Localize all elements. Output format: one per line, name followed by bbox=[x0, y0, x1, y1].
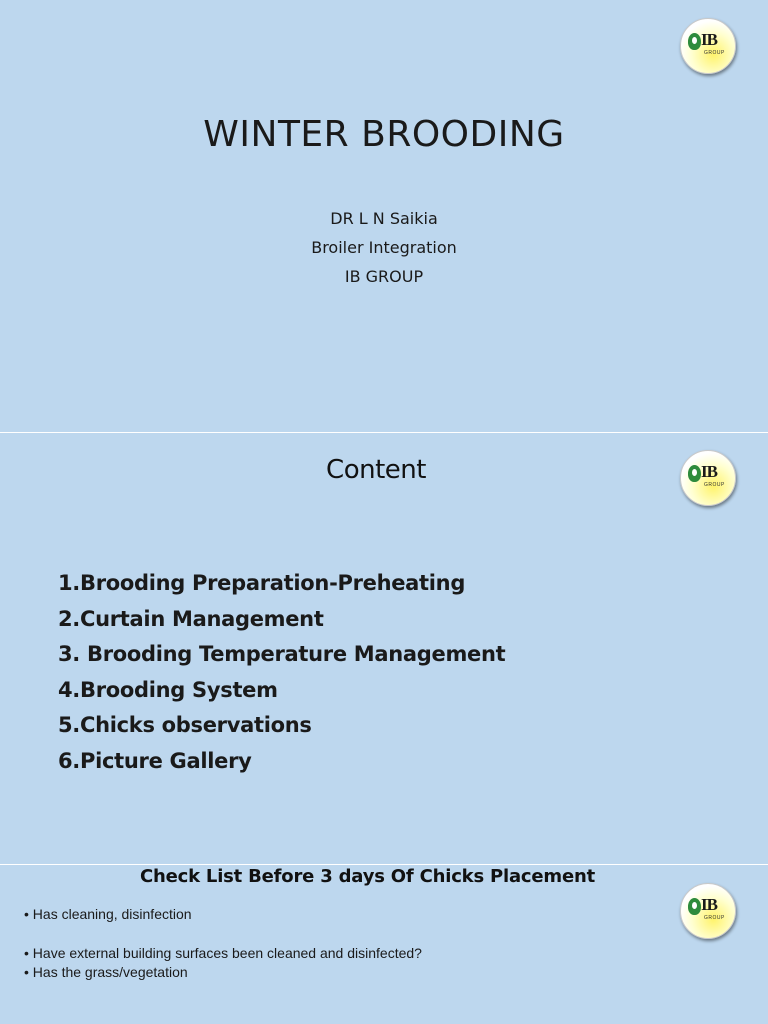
logo-letters: IB bbox=[701, 895, 717, 914]
checklist-title: Check List Before 3 days Of Chicks Placement bbox=[139, 866, 595, 887]
content-item: 2.Curtain Management bbox=[58, 606, 324, 631]
organization-line: IB GROUP bbox=[344, 267, 424, 286]
content-title: Content bbox=[326, 455, 426, 485]
logo-caption: GROUP bbox=[704, 50, 725, 56]
logo-caption: GROUP bbox=[704, 915, 725, 921]
ib-group-logo-icon bbox=[680, 883, 736, 939]
content-item: 4.Brooding System bbox=[58, 677, 278, 702]
checklist-slide bbox=[0, 865, 768, 1024]
title-slide bbox=[0, 0, 768, 432]
logo-caption: GROUP bbox=[704, 482, 725, 488]
logo-letters: IB bbox=[701, 30, 717, 49]
ib-group-logo-icon bbox=[680, 18, 736, 74]
content-slide bbox=[0, 433, 768, 864]
department-line: Broiler Integration bbox=[311, 238, 457, 257]
content-item: 6.Picture Gallery bbox=[58, 748, 252, 773]
checklist-bullet: • Has cleaning, disinfection bbox=[24, 906, 192, 922]
checklist-bullet: • Has the grass/vegetation bbox=[24, 964, 188, 980]
content-item: 1.Brooding Preparation-Preheating bbox=[58, 571, 466, 595]
content-item: 5.Chicks observations bbox=[58, 713, 312, 738]
content-item: 3. Brooding Temperature Management bbox=[58, 642, 506, 667]
logo-drop-icon bbox=[688, 898, 701, 915]
checklist-bullet: • Have external building surfaces been cleaned and disinfected? bbox=[24, 945, 422, 961]
presentation-title: WINTER BROODING bbox=[203, 114, 565, 155]
logo-letters: IB bbox=[701, 462, 717, 481]
logo-drop-icon bbox=[688, 33, 701, 50]
content-list bbox=[58, 568, 505, 782]
author-line: DR L N Saikia bbox=[330, 209, 438, 228]
